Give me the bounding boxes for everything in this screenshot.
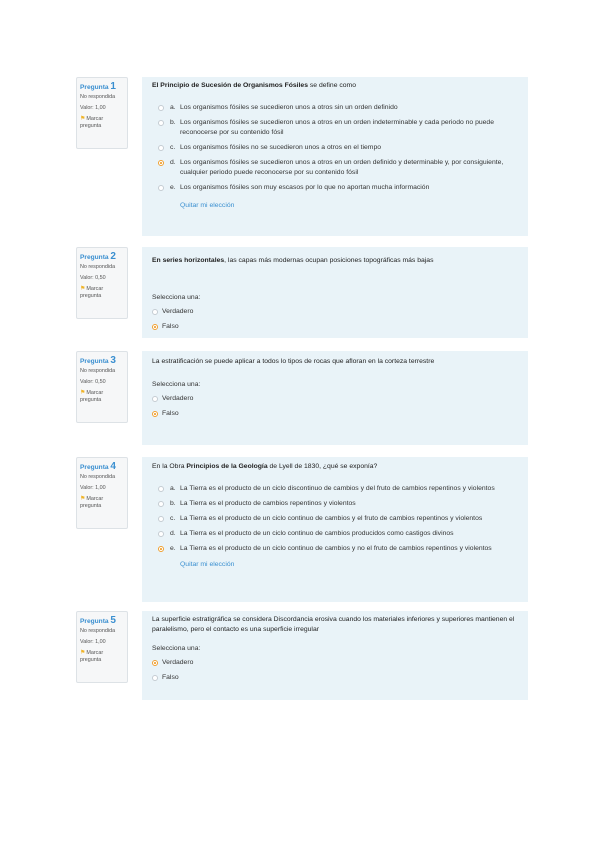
question-state: No respondida bbox=[80, 628, 116, 634]
question-state: No respondida bbox=[80, 94, 116, 100]
radio-icon[interactable] bbox=[158, 516, 164, 522]
answer-option-true[interactable]: Verdadero bbox=[152, 394, 518, 404]
answer-option-a[interactable]: a. La Tierra es el producto de un ciclo discontinuo de cambios y del fruto de cambios repentinos y violentos bbox=[152, 484, 518, 494]
answer-option-c[interactable]: c. Los organismos fósiles no se sucedieron unos a otros en el tiempo bbox=[152, 143, 518, 153]
radio-selected-icon[interactable] bbox=[152, 660, 158, 666]
question-number: Pregunta 3 bbox=[80, 355, 116, 366]
question-grade: Valor: 1,00 bbox=[80, 639, 106, 645]
flag-icon: ⚑ bbox=[80, 286, 86, 292]
radio-selected-icon[interactable] bbox=[152, 324, 158, 330]
radio-selected-icon[interactable] bbox=[158, 160, 164, 166]
question-grade: Valor: 1,00 bbox=[80, 105, 106, 111]
flag-icon: ⚑ bbox=[80, 496, 86, 502]
answer-option-a[interactable]: a. Los organismos fósiles se sucedieron unos a otros sin un orden definido bbox=[152, 103, 518, 113]
question-text: La superficie estratigráfica se considera Discordancia erosiva cuando los materiales inferiores y superiores mantienen el paralelismo, pero el contacto es una superficie irregular bbox=[152, 616, 515, 633]
radio-icon[interactable] bbox=[158, 185, 164, 191]
question-info-3 bbox=[76, 351, 128, 423]
question-content-5 bbox=[142, 611, 528, 700]
answer-option-b[interactable]: b. Los organismos fósiles se sucedieron unos a otros en un orden indeterminable y cada periodo no puede reconocerse por su contenido fósil bbox=[152, 118, 518, 138]
question-number: Pregunta 1 bbox=[80, 81, 116, 92]
flag-icon: ⚑ bbox=[80, 650, 86, 656]
question-state: No respondida bbox=[80, 474, 116, 480]
question-info-1 bbox=[76, 77, 128, 149]
radio-selected-icon[interactable] bbox=[152, 411, 158, 417]
question-info-4 bbox=[76, 457, 128, 529]
clear-choice-link[interactable]: Quitar mi elección bbox=[180, 561, 235, 568]
flag-question-link[interactable]: ⚑Marcar pregunta bbox=[80, 390, 104, 403]
question-state: No respondida bbox=[80, 264, 116, 270]
clear-choice-link[interactable]: Quitar mi elección bbox=[180, 202, 235, 209]
flag-icon: ⚑ bbox=[80, 116, 86, 122]
question-state: No respondida bbox=[80, 368, 116, 374]
radio-icon[interactable] bbox=[158, 486, 164, 492]
radio-icon[interactable] bbox=[158, 531, 164, 537]
answer-option-true[interactable]: Verdadero bbox=[152, 307, 518, 317]
radio-icon[interactable] bbox=[158, 145, 164, 151]
question-content-4 bbox=[142, 457, 528, 602]
question-text: El Principio de Sucesión de Organismos Fósiles se define como bbox=[152, 82, 356, 89]
answer-option-b[interactable]: b. La Tierra es el producto de cambios repentinos y violentos bbox=[152, 499, 518, 509]
radio-icon[interactable] bbox=[152, 675, 158, 681]
question-text: En series horizontales, las capas más modernas ocupan posiciones topográficas más bajas bbox=[152, 257, 434, 264]
question-content-2 bbox=[142, 247, 528, 338]
question-info-5 bbox=[76, 611, 128, 683]
answer-option-d[interactable]: d. La Tierra es el producto de un ciclo continuo de cambios producidos como castigos divinos bbox=[152, 529, 518, 539]
select-prompt: Selecciona una: bbox=[152, 294, 201, 301]
answer-option-d[interactable]: d. Los organismos fósiles se sucedieron unos a otros en un orden definido y determinable y, por consiguiente, cualquier periodo puede reconocerse por su contenido fósil bbox=[152, 158, 518, 178]
question-number: Pregunta 4 bbox=[80, 461, 116, 472]
select-prompt: Selecciona una: bbox=[152, 381, 201, 388]
question-grade: Valor: 0,50 bbox=[80, 379, 106, 385]
question-text: La estratificación se puede aplicar a todos lo tipos de rocas que afloran en la corteza terrestre bbox=[152, 358, 435, 365]
question-number: Pregunta 5 bbox=[80, 615, 116, 626]
question-number: Pregunta 2 bbox=[80, 251, 116, 262]
answer-option-false[interactable]: Falso bbox=[152, 409, 518, 419]
question-content-3 bbox=[142, 351, 528, 445]
flag-question-link[interactable]: ⚑Marcar pregunta bbox=[80, 496, 104, 509]
answer-option-false[interactable]: Falso bbox=[152, 673, 518, 683]
question-grade: Valor: 0,50 bbox=[80, 275, 106, 281]
answer-option-false[interactable]: Falso bbox=[152, 322, 518, 332]
flag-icon: ⚑ bbox=[80, 390, 86, 396]
question-grade: Valor: 1,00 bbox=[80, 485, 106, 491]
flag-question-link[interactable]: ⚑Marcar pregunta bbox=[80, 650, 104, 663]
radio-icon[interactable] bbox=[158, 120, 164, 126]
answer-option-e[interactable]: e. Los organismos fósiles son muy escasos por lo que no aportan mucha información bbox=[152, 183, 518, 193]
question-info-2 bbox=[76, 247, 128, 319]
radio-icon[interactable] bbox=[152, 309, 158, 315]
answer-option-true[interactable]: Verdadero bbox=[152, 658, 518, 668]
flag-question-link[interactable]: ⚑Marcar pregunta bbox=[80, 286, 104, 299]
radio-icon[interactable] bbox=[152, 396, 158, 402]
radio-icon[interactable] bbox=[158, 105, 164, 111]
question-content-1 bbox=[142, 77, 528, 236]
answer-option-e[interactable]: e. La Tierra es el producto de un ciclo continuo de cambios y no el fruto de cambios repentinos y violentos bbox=[152, 544, 518, 554]
question-text: En la Obra Principios de la Geología de Lyell de 1830, ¿qué se exponía? bbox=[152, 463, 378, 470]
select-prompt: Selecciona una: bbox=[152, 645, 201, 652]
radio-icon[interactable] bbox=[158, 501, 164, 507]
radio-selected-icon[interactable] bbox=[158, 546, 164, 552]
flag-question-link[interactable]: ⚑Marcar pregunta bbox=[80, 116, 104, 129]
answer-option-c[interactable]: c. La Tierra es el producto de un ciclo continuo de cambios y el fruto de cambios repentinos y violentos bbox=[152, 514, 518, 524]
